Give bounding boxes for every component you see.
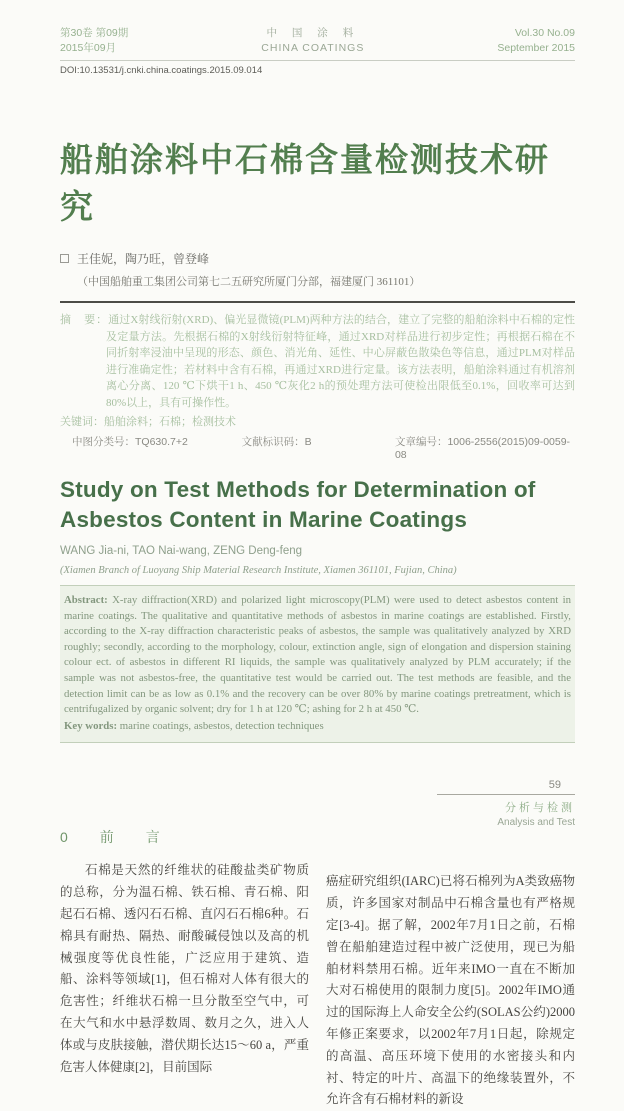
- authors-row-cn: [60, 250, 575, 267]
- abstract-en-label: Abstract:: [64, 594, 108, 606]
- body-paragraph-right: 癌症研究组织(IARC)已将石棉列为A类致癌物质，许多国家对制品中石棉含量也有严格规定[3-4]。据了解，2002年7月1日之前，石棉曾在船舶建造过程中被广泛使用，现已为船舶材料禁用石棉。近年来IMO一直在不断加大对石棉使用的限制力度[5]。2002年IMO通过的国际海上人命安全公约(SOLAS公约)2000年修正案要求，以2002年7月1日起，除规定的高温、高压环境下使用的水密接头和内衬、特定的叶片、高温下的绝缘装置外，不允许含有石棉材料的新设: [326, 874, 575, 1107]
- doc-code-label: 文献标识码：: [241, 436, 305, 448]
- doc-code: [242, 434, 395, 461]
- keywords-en-text: marine coatings, asbestos, detection techniques: [119, 719, 324, 732]
- affiliation-en: (Xiamen Branch of Luoyang Ship Material Research Institute, Xiamen 361101, Fujian, China): [60, 565, 457, 576]
- keywords-cn-label: 关键词：: [60, 416, 104, 428]
- affiliation-cn: （中国船舶重工集团公司第七二五研究所厦门分部，福建厦门 361101）: [77, 276, 421, 288]
- header-issue-info: [60, 26, 128, 56]
- section-0-heading: 0 前 言: [60, 829, 169, 846]
- keywords-en: [64, 719, 571, 735]
- abstract-cn: [60, 312, 575, 411]
- article-title-cn: 船舶涂料中石棉含量检测技术研究: [60, 141, 550, 225]
- meta-row: [60, 434, 575, 461]
- article-title-en: Study on Test Methods for Determination of Asbestos Content in Marine Coatings: [60, 477, 536, 532]
- clc-number: [72, 434, 242, 461]
- doc-code-value: B: [304, 436, 312, 448]
- title-divider: [60, 301, 575, 303]
- abstract-en-box: [60, 585, 575, 743]
- journal-header: [60, 26, 575, 61]
- keywords-cn: [60, 413, 575, 429]
- authors-cn: 王佳妮，陶乃旺，曾登峰: [77, 252, 210, 266]
- abstract-en: [64, 593, 571, 718]
- issue-date-cn: 2015年09月: [60, 42, 117, 54]
- abstract-en-text: X-ray diffraction(XRD) and polarized light microscopy(PLM) were used to detect asbestos content in marine coatings. The qualitative and quantitative methods of asbestos in marine coatings are established. Firstly, according to the X-ray diffraction characteristic peaks of asbestos, the sample was qualitatively analyzed by XRD roughly; secondly, according to the morphology, colour, extinction angle, sign of elongation and dispersion staining colour ect. of asbestos in different RI liquids, the sample was qualitatively analyzed by PLM accurately; if the sample was not asbestos-free, the quantitative test would be carried out. The test methods are feasible, and the detection limit can be as low as 0.1% and the recovery can be over 80% by marine coatings pretreatment, which is centrifugalized by organic solvent; dry for 1 h at 120 ℃; ashing for 2 h at 450 ℃.: [64, 594, 571, 716]
- doi-line: DOI:10.13531/j.cnki.china.coatings.2015.09.014: [60, 65, 263, 76]
- header-volume-info: [497, 26, 575, 56]
- journal-name: [261, 26, 364, 56]
- page-footer: [437, 779, 575, 828]
- body-column-left: [60, 827, 309, 1111]
- column-name-en: Analysis and Test: [497, 817, 575, 828]
- issue-volume-en: Vol.30 No.09: [514, 27, 575, 39]
- keywords-en-label: Key words:: [64, 719, 118, 732]
- article-id-label: 文章编号：: [394, 436, 448, 448]
- page-number: 59: [437, 779, 575, 795]
- keywords-cn-text: 船舶涂料；石棉；检测技术: [104, 416, 236, 428]
- body-column-right: [326, 827, 575, 1111]
- issue-date-en: September 2015: [497, 42, 575, 54]
- journal-name-en: CHINA COATINGS: [261, 42, 365, 54]
- abstract-cn-label: 摘 要：: [60, 314, 109, 326]
- column-name-cn: 分析与检测: [505, 802, 575, 814]
- abstract-cn-text: 通过X射线衍射(XRD)、偏光显微镜(PLM)两种方法的结合，建立了完整的船舶涂料中石棉的定性及定量方法。先根据石棉的X射线衍射特征峰，通过XRD对样品进行初步定性；再根据石棉在不同折射率浸油中呈现的形态、颜色、消光角、延性、中心屏蔽色散染色等信息，通过PLM对样品进行准确定性；若材料中含有石棉，再通过XRD进行定量。该方法表明，船舶涂料通过有机溶剂离心分离、120 ℃下烘干1 h、450 ℃灰化2 h的预处理方法可使检出限低至0.1%，回收率可达到80%以上，具有可操作性。: [106, 314, 576, 409]
- issue-volume-cn: 第30卷 第09期: [60, 27, 129, 39]
- body-paragraph-left: 石棉是天然的纤维状的硅酸盐类矿物质的总称，分为温石棉、铁石棉、青石棉、阳起石石棉、透闪石石棉、直闪石石棉6种。石棉具有耐热、隔热、耐酸碱侵蚀以及高的机械强度等优良性能，广泛应用于建筑、造船、涂料等领域[1]，但石棉对人体有很大的危害性；纤维状石棉一旦分散至空气中，可在大气和水中悬浮数周、数月之久，进入人体或与皮肤接触，潜伏期长达15～60 a，严重危害人体健康[2]，目前国际: [60, 863, 309, 1074]
- article-id-value: 1006-2556(2015)09-0059-08: [394, 436, 571, 461]
- article-id: [395, 434, 575, 461]
- author-marker-icon: [60, 254, 69, 263]
- article-body: [60, 827, 575, 1111]
- clc-label: 中图分类号：: [72, 436, 135, 448]
- authors-en: WANG Jia-ni, TAO Nai-wang, ZENG Deng-feng: [60, 545, 302, 557]
- clc-value: TQ630.7+2: [135, 436, 188, 448]
- journal-name-cn: 中 国 涂 料: [266, 27, 360, 39]
